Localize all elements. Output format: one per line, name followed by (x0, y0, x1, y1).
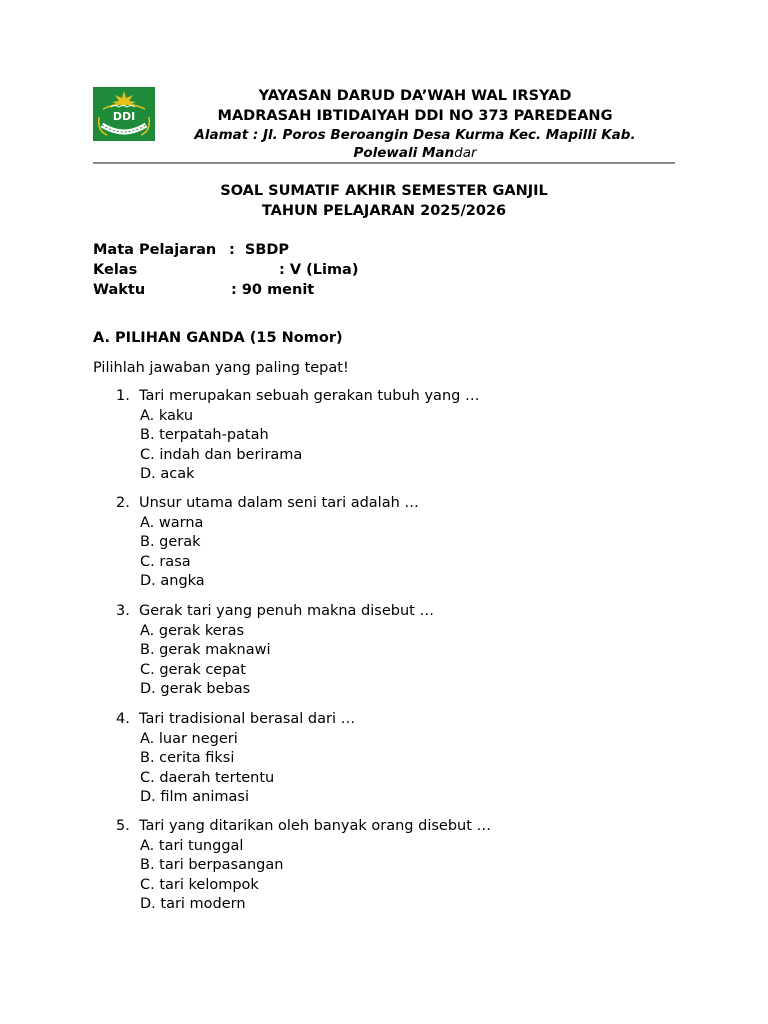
section-title: A. PILIHAN GANDA (15 Nomor) (93, 330, 343, 346)
answer-option: B. terpatah-patah (140, 427, 269, 444)
answer-option: B. tari berpasangan (140, 857, 284, 874)
answer-option: B. gerak (140, 534, 201, 551)
question-text: Gerak tari yang penuh makna disebut … (139, 603, 434, 619)
question-text: Unsur utama dalam seni tari adalah … (139, 495, 419, 511)
answer-option: A. luar negeri (140, 730, 238, 747)
address-line-2-tail: dar (454, 145, 477, 161)
question-item (116, 494, 676, 592)
answer-option: A. warna (140, 514, 204, 531)
school-address (160, 126, 670, 162)
question-text: Tari merupakan sebuah gerakan tubuh yang … (139, 388, 480, 404)
answer-option: C. gerak cepat (140, 661, 246, 678)
answer-option: C. daerah tertentu (140, 769, 275, 786)
school-logo (93, 87, 155, 141)
question-number: 3. (116, 603, 130, 619)
academic-year: TAHUN PELAJARAN 2025/2026 (261, 203, 507, 219)
info-label: Kelas (93, 262, 138, 278)
section-instruction: Pilihlah jawaban yang paling tepat! (93, 360, 349, 376)
question-item (116, 602, 676, 700)
info-label: Waktu (93, 282, 146, 298)
info-value: : 90 menit (231, 282, 315, 298)
address-line-2 (160, 144, 670, 162)
answer-option: D. film animasi (140, 789, 249, 806)
answer-option: A. kaku (140, 407, 194, 424)
answer-option: A. tari tunggal (140, 837, 244, 854)
answer-option: D. acak (140, 466, 195, 483)
answer-option: D. gerak bebas (140, 681, 251, 698)
question-item (116, 387, 676, 485)
question-number: 2. (116, 495, 130, 511)
question-text: Tari yang ditarikan oleh banyak orang disebut … (139, 818, 492, 834)
answer-option: C. tari kelompok (140, 876, 259, 893)
address-line-2-bold: Polewali Man (353, 145, 455, 161)
question-item (116, 710, 676, 808)
exam-title: SOAL SUMATIF AKHIR SEMESTER GANJIL (220, 183, 548, 199)
question-number: 1. (116, 388, 130, 404)
question-number: 4. (116, 711, 130, 727)
foundation-name: YAYASAN DARUD DA’WAH WAL IRSYAD (258, 88, 572, 104)
question-number: 5. (116, 818, 130, 834)
answer-option: A. gerak keras (140, 622, 245, 639)
school-name: MADRASAH IBTIDAIYAH DDI NO 373 PAREDEANG (217, 108, 613, 124)
question-text: Tari tradisional berasal dari … (139, 711, 356, 727)
answer-option: D. angka (140, 573, 205, 590)
answer-option: C. indah dan berirama (140, 446, 303, 463)
header-divider (93, 162, 675, 164)
logo-text: DDI (112, 110, 136, 123)
question-item (116, 817, 676, 915)
answer-option: B. gerak maknawi (140, 642, 271, 659)
ddi-logo-icon (93, 87, 155, 141)
answer-option: D. tari modern (140, 896, 246, 913)
info-value: : V (Lima) (279, 262, 359, 278)
address-line-1: Alamat : Jl. Poros Beroangin Desa Kurma Kec. Mapilli Kab. (194, 127, 636, 143)
info-value: : SBDP (229, 242, 290, 258)
answer-option: C. rasa (140, 553, 191, 570)
info-label: Mata Pelajaran (93, 242, 217, 258)
answer-option: B. cerita fiksi (140, 750, 235, 767)
